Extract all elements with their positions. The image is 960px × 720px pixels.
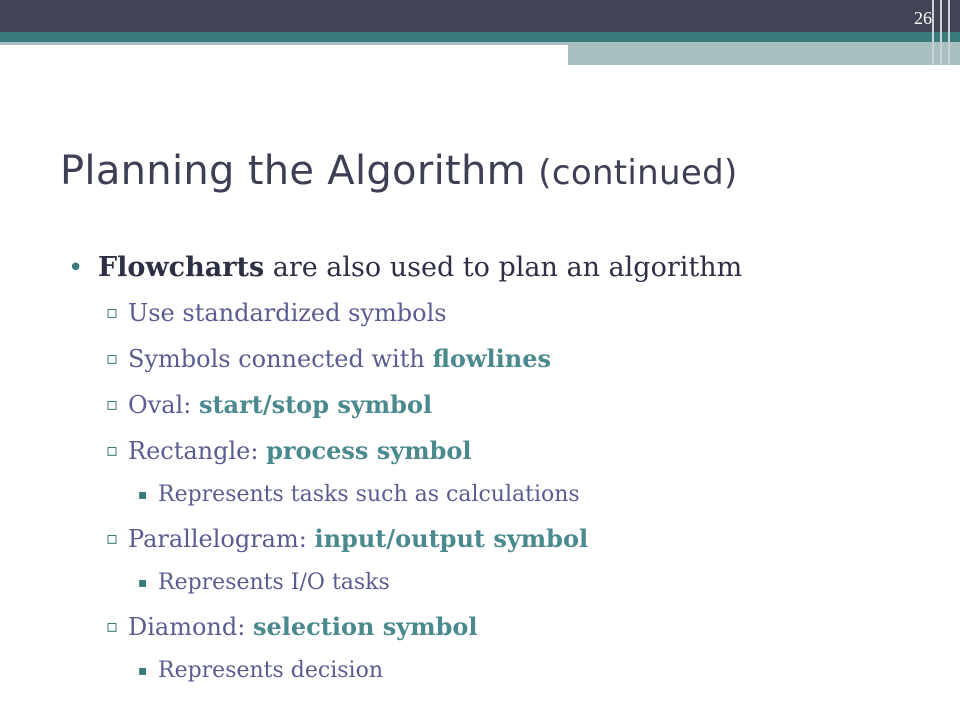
sub-bullet-marker: ▫ — [106, 616, 119, 637]
sub-bullet-text: Use standardized symbols — [128, 299, 447, 327]
sub-sub-bullet-io-tasks — [68, 562, 928, 604]
slide-number: 26 — [914, 8, 932, 28]
slide-title — [60, 148, 920, 194]
sub-sub-bullet-marker: ▪ — [138, 487, 148, 503]
header-band-dark — [0, 0, 960, 32]
sub-bullet-marker: ▫ — [106, 440, 119, 461]
bullet-list — [68, 246, 928, 692]
sub-bullet-marker: ▫ — [106, 394, 119, 415]
sub-bullet-text: Rectangle: — [128, 437, 267, 465]
sub-bullet-rectangle — [68, 428, 928, 474]
decorative-vertical-line — [948, 0, 950, 65]
sub-bullet-marker: ▫ — [106, 528, 119, 549]
sub-sub-bullet-marker: ▪ — [138, 575, 148, 591]
sub-bullet-bold-text: process symbol — [266, 436, 472, 465]
slide-title-sub: (continued) — [538, 153, 738, 193]
bullet-marker: • — [68, 253, 84, 283]
header-band-light — [568, 42, 960, 65]
sub-bullet-standardized-symbols — [68, 290, 928, 336]
sub-bullet-bold-text: selection symbol — [252, 612, 478, 641]
decorative-vertical-line — [932, 0, 934, 65]
sub-bullet-diamond — [68, 604, 928, 650]
sub-sub-bullet-text: Represents I/O tasks — [158, 570, 390, 595]
sub-bullet-text: Diamond: — [128, 613, 253, 641]
header-band-teal — [0, 32, 960, 42]
sub-bullet-bold-text: flowlines — [432, 344, 552, 373]
sub-bullet-text: Parallelogram: — [128, 525, 315, 553]
sub-bullet-text: Oval: — [128, 391, 199, 419]
bullet-flowcharts — [68, 246, 928, 290]
sub-sub-bullet-text: Represents decision — [158, 658, 384, 683]
sub-sub-bullet-calculations — [68, 474, 928, 516]
bullet-text: are also used to plan an algorithm — [264, 252, 743, 283]
sub-bullet-flowlines — [68, 336, 928, 382]
sub-bullet-bold-text: input/output symbol — [314, 524, 589, 553]
sub-bullet-marker: ▫ — [106, 348, 119, 369]
sub-bullet-text: Symbols connected with — [128, 345, 433, 373]
sub-bullet-marker: ▫ — [106, 302, 119, 323]
sub-bullet-bold-text: start/stop symbol — [198, 390, 433, 419]
header-band-line — [0, 42, 568, 45]
bullet-bold-text: Flowcharts — [98, 252, 265, 283]
sub-bullet-oval — [68, 382, 928, 428]
decorative-vertical-line — [940, 0, 942, 65]
sub-sub-bullet-marker: ▪ — [138, 663, 148, 679]
sub-sub-bullet-decision — [68, 650, 928, 692]
slide-title-main: Planning the Algorithm — [60, 148, 526, 194]
sub-sub-bullet-text: Represents tasks such as calculations — [158, 482, 580, 507]
sub-bullet-parallelogram — [68, 516, 928, 562]
